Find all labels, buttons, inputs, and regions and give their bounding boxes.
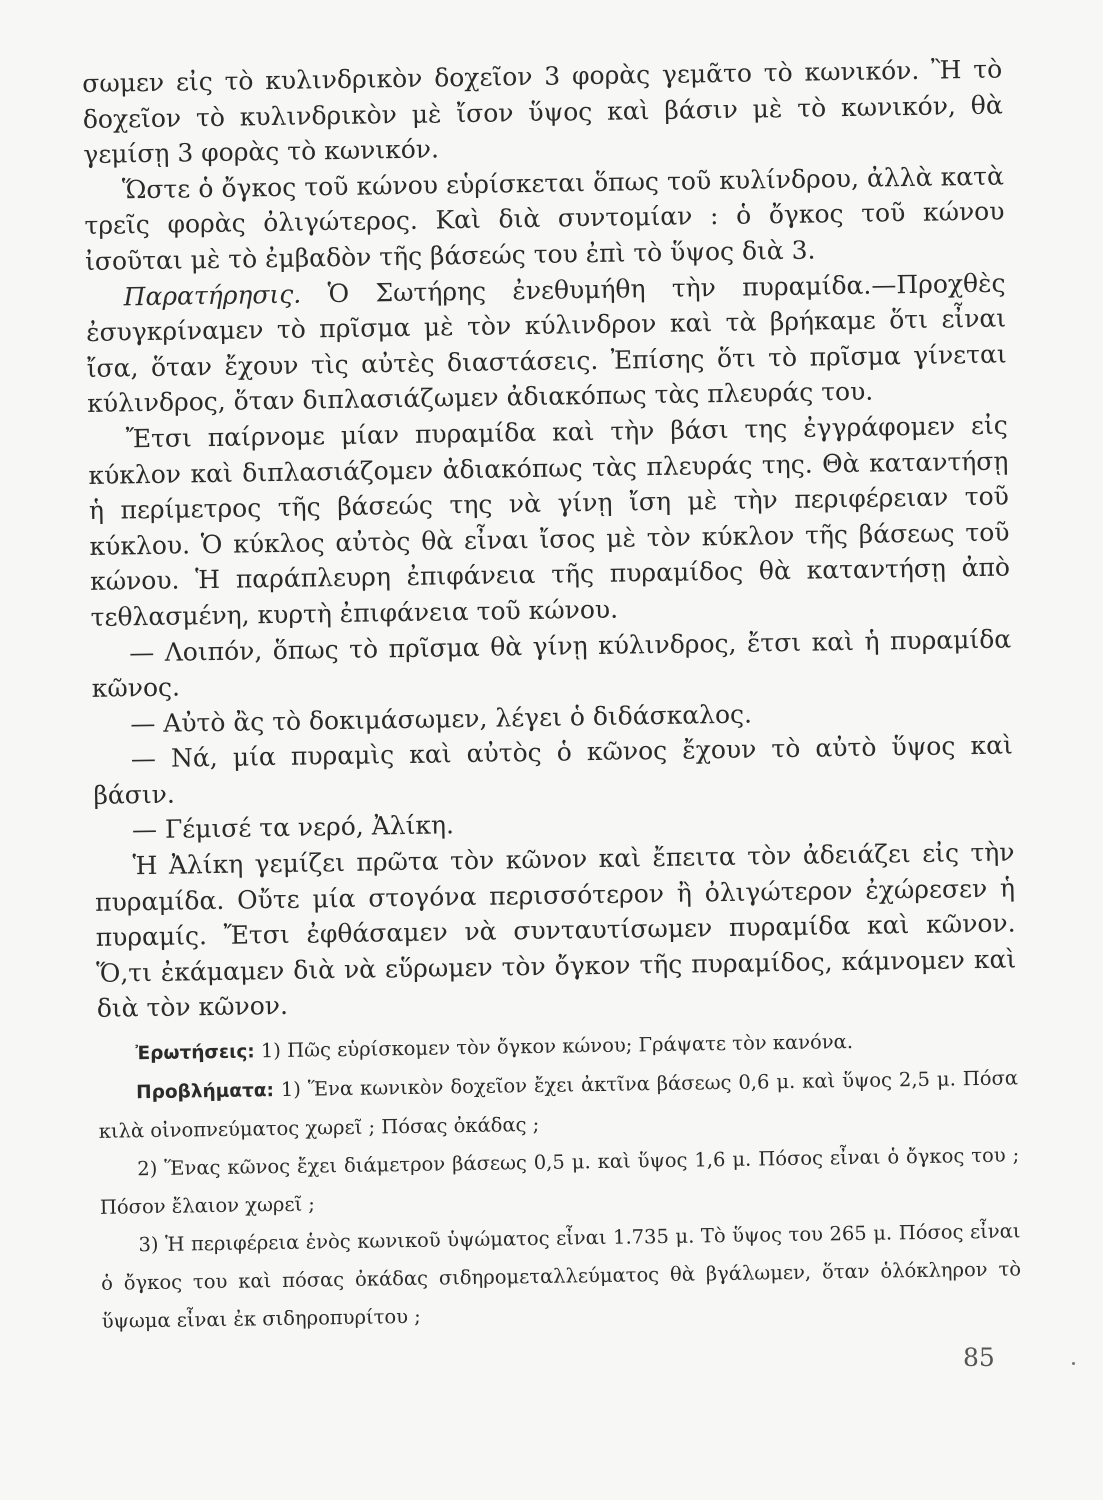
paragraph-4: Ἡ Ἀλίκη γεμίζει πρῶτα τὸν κῶνον καὶ ἔπειτα τὸν ἀδειάζει εἰς τὴν πυραμίδα. Οὔτε μία στογόνα περισσότερον ἢ ὀλιγώτερον ἐχώρεσεν ἡ πυραμίς. Ἔτσι ἐφθάσαμεν νὰ συνταυτίσωμεν πυραμίδα καὶ κῶνον. Ὅ,τι ἐκάμαμεν διὰ νὰ εὕρωμεν τὸν ὄγκον τῆς πυραμίδος, κάμνομεν καὶ διὰ τὸν κῶνον. [94,837,1017,1024]
problems-label: Προβλήματα: [135,1080,275,1104]
exercises-section [97,1020,1022,1340]
page-content [82,52,1022,1341]
observation-paragraph [85,265,1007,422]
observation-text: Ὁ Σωτήρης ἐνεθυμήθη τὴν πυραμίδα.—Προχθὲς ἐσυγκρίναμεν τὸ πρῖσμα μὲ τὸν κύλινδρον καὶ τὰ βρήκαμε ὅτι εἶναι ἴσα, ὅταν ἔχουν τὶς αὐτὲς διαστάσεις. Ἐπίσης ὅτι τὸ πρῖσμα γίνεται κύλινδρος, ὅταν διπλασιάζωμεν ἀδιακόπως τὰς πλευράς του. [85,268,1007,419]
stray-mark [1072,1362,1075,1365]
problem-3: 3) Ἡ περιφέρεια ἑνὸς κωνικοῦ ὑψώματος εἶναι 1.735 μ. Τὸ ὕψος του 265 μ. Πόσος εἶναι ὁ ὄγκος του καὶ πόσας ὀκάδας σιδηρομεταλλεύματος θὰ βγάλωμεν, ὅταν ὁλόκληρον τὸ ὕψωμα εἶναι ἐκ σιδηροπυρίτου ; [100,1219,1022,1333]
problem-2: 2) Ἕνας κῶνος ἔχει διάμετρον βάσεως 0,5 μ. καὶ ὕψος 1,6 μ. Πόσος εἶναι ὁ ὄγκος του ; Πόσον ἔλαιον χωρεῖ ; [99,1143,1020,1219]
problem-1 [98,1059,1019,1150]
dialogue-1: — Λοιπόν, ὅπως τὸ πρῖσμα θὰ γίνῃ κύλινδρος, ἔτσι καὶ ἡ πυραμίδα κῶνος. [91,623,1012,704]
observation-label: Παρατήρησις. [123,279,302,311]
paragraph-1: σωμεν εἰς τὸ κυλινδρικὸν δοχεῖον 3 φορὰς γεμᾶτο τὸ κωνικόν. Ἢ τὸ δοχεῖον τὸ κυλινδρικὸν μὲ ἴσον ὕψος καὶ βάσιν μὲ τὸ κωνικόν, θὰ γεμίσῃ 3 φορὰς τὸ κωνικόν. [82,54,1003,170]
problem-1-text: 1) Ἕνα κωνικὸν δοχεῖον ἔχει ἀκτῖνα βάσεως 0,6 μ. καὶ ὕψος 2,5 μ. Πόσα κιλὰ οἰνοπνεύματος χωρεῖ ; Πόσας ὀκάδας ; [98,1066,1019,1143]
dialogue-2: — Αὐτὸ ἂς τὸ δοκιμάσωμεν, λέγει ὁ διδάσκαλος. [130,699,753,739]
questions-text: 1) Πῶς εὑρίσκομεν τὸν ὄγκον κώνου; Γράψατε τὸν κανόνα. [254,1030,854,1063]
page-number: 85 [963,1343,995,1372]
paragraph-2: Ὥστε ὁ ὄγκος τοῦ κώνου εὑρίσκεται ὅπως τοῦ κυλίνδρου, ἀλλὰ κατὰ τρεῖς φορὰς ὀλιγώτερος. Καὶ διὰ συντομίαν : ὁ ὄγκος τοῦ κώνου ἰσοῦται μὲ τὸ ἐμβαδὸν τῆς βάσεώς του ἐπὶ τὸ ὕψος διὰ 3. [84,161,1005,276]
dialogue-3: — Νά, μία πυραμὶς καὶ αὐτὸς ὁ κῶνος ἔχουν τὸ αὐτὸ ὕψος καὶ βάσιν. [93,730,1014,810]
dialogue-4: — Γέμισέ τα νερό, Ἀλίκη. [131,810,455,845]
questions-label: Ἐρωτήσεις: [135,1041,255,1065]
main-text [82,52,1017,1027]
paragraph-3: Ἔτσι παίρνομε μίαν πυραμίδα καὶ τὴν βάσι της ἐγγράφομεν εἰς κύκλον καὶ διπλασιάζομεν ἀδιακόπως τὰς πλευράς της. Θὰ καταντήσῃ ἡ περίμετρος τῆς βάσεώς της νὰ γίνῃ ἴση μὲ τὴν περιφέρειαν τοῦ κύκλου. Ὁ κύκλος αὐτὸς θὰ εἶναι ἴσος μὲ τὸν κύκλον τῆς βάσεως τοῦ κώνου. Ἡ παράπλευρη ἐπιφάνεια τῆς πυραμίδος θὰ καταντήσῃ ἀπὸ τεθλασμένη, κυρτὴ ἐπιφάνεια τοῦ κώνου. [88,410,1011,632]
